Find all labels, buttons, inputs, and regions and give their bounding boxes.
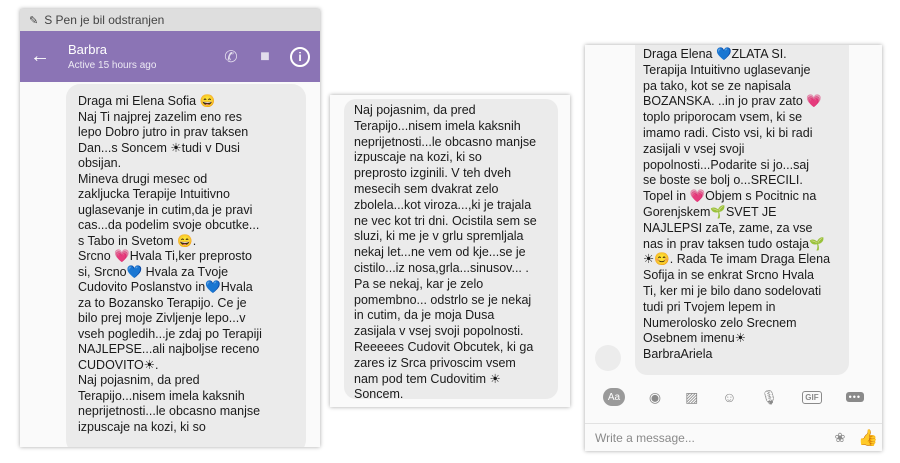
camera-icon[interactable]: ◉ [648,388,662,405]
message-bubble [66,84,306,447]
like-icon[interactable]: 👍 [858,429,878,447]
message-line: Terapijo...nisem imela kaksnih [78,388,245,403]
screenshot-panel-1 [20,9,320,447]
message-line: Dan...s Soncem ☀tudi v Dusi [78,140,240,155]
sticker-icon[interactable]: ❀ [834,429,846,445]
emoji-icon[interactable]: ☺ [722,389,737,405]
message-line: nekaj let...ne vem od kje...se je [354,245,526,260]
message-line: ne vec kot tri dni. Ocistila sem se [354,213,537,228]
message-line: Soncem. [354,387,404,399]
message-line: NAJLEPSI zaTe, zame, za vse [643,220,813,235]
message-line: zasijala v vsej svoji popolnosti. [354,324,524,339]
contact-status: Active 15 hours ago [68,60,157,71]
message-line: popolnosti...Podarite si jo...saj [643,157,810,172]
message-line: zasijali v vsej svoji [643,141,745,156]
message-line: za to Bozansko Terapijo. Ce je [78,295,247,310]
message-line: izpuscaje na kozi, ki so [78,419,206,434]
message-line: preprosto izginili. V teh dveh [354,166,512,181]
message-line: cistilo...iz nosa,grla...sinusov... . [354,260,529,275]
message-input[interactable]: Write a message... [595,430,695,445]
phone-icon[interactable]: ✆ [224,48,238,66]
pen-icon: ✎ [29,14,39,27]
message-line: Ti, ker mi je bilo dano sodelovati [643,283,822,298]
message-bubble [635,45,849,375]
message-line: imamo radi. Cisto vsi, ki bi radi [643,125,813,140]
message-line: neprijetnosti...le obcasno manjse [78,404,261,418]
message-line: s Tabo in Svetom 😄. [78,233,197,248]
message-line: bilo prej moje Zivljenje lepo...v [78,311,246,325]
message-line: izpuscaje na kozi, ki so [354,150,482,165]
message-line: nas in prav taksen tudo ostaja🌱 [643,236,825,251]
message-line: Draga mi Elena Sofia 😄 [78,94,216,108]
chat-header [20,31,320,82]
message-line: pomembno... odstrlo se je nekaj [354,292,532,307]
message-line: Sofija in se enkrat Srcno Hvala [643,268,814,283]
back-arrow-icon[interactable]: ← [30,45,50,67]
message-line: Reeeees Cudovit Obcutek, ki ga [354,339,534,354]
message-line: mesecih sem dvakrat zelo [354,181,499,196]
message-line: se boste se bolj o...SRECILI. [643,173,803,188]
info-icon[interactable]: i [290,47,310,67]
message-line: Naj Ti najprej zazelim eno res [78,109,242,124]
avatar [595,345,621,371]
message-line: Naj pojasnim, da pred [354,103,476,117]
composer-toolbar [585,383,882,411]
message-line: Numerolosko zelo Srecnem [643,315,797,330]
message-line: ☀😊. Rada Te imam Draga Elena [643,252,831,267]
message-line: BOZANSKA. ..in jo prav zato 💗 [643,94,822,109]
message-line: Terapija Intuitivno uglasevanje [643,62,811,77]
message-line: Draga Elena 💙ZLATA SI. [643,47,787,61]
text-format-button[interactable]: Aa [603,388,625,406]
message-line: toplo priporocam vsem, ki se [643,110,803,125]
microphone-icon[interactable]: 🎙 [760,388,779,405]
message-line: Naj pojasnim, da pred [78,373,200,387]
message-line: neprijetnosti...le obcasno manjse [354,134,537,149]
message-line: Terapijo...nisem imela kaksnih [354,118,521,133]
message-line: lepo Dobro jutro in prav taksen [78,125,249,139]
message-line: Pa se nekaj, kar je zelo [354,276,484,291]
gif-button[interactable]: GIF [802,391,821,404]
contact-info[interactable] [68,42,214,71]
message-line: si, Srcno💙 Hvala za Tvoje [78,264,229,279]
message-line: zakljucka Terapije Intuitivno [78,187,230,201]
message-line: Srcno 💗Hvala Ti,ker preprosto [78,249,252,263]
message-composer [585,423,882,451]
more-button[interactable]: ••• [846,392,864,402]
video-camera-icon[interactable]: ■ [260,47,270,65]
notification-text: S Pen je bil odstranjen [44,13,165,27]
message-line: Cudovito Poslanstvo in💙Hvala [78,280,253,294]
message-line: zbolela...kot viroza...,ki je trajala [354,197,532,212]
message-line: Mineva drugi mesec od [78,171,208,186]
message-line: obsijan. [78,156,122,170]
screenshot-panel-2 [330,95,570,407]
message-line: Osebnem imenu☀ [643,331,746,346]
message-line: Gorenjskem🌱SVET JE [643,204,777,219]
message-line: pa tako, kot se ze napisala [643,78,792,93]
message-line: BarbraAriela [643,347,713,362]
gallery-icon[interactable]: ▨ [685,388,699,405]
message-line: zares iz Srca privoscim vsem [354,355,516,370]
notification-bar [20,9,320,31]
message-line: nam pod tem Cudovitim ☀ [354,371,501,386]
message-line: Topel in 💗Objem s Pocitnic na [643,189,817,204]
message-bubble [344,99,558,399]
contact-name: Barbra [68,42,108,57]
message-line: tudi pri Tvojem lepem in [643,299,776,314]
screenshot-panel-3 [585,45,882,451]
message-line: NAJLEPSE...ali najboljse receno [78,342,260,356]
message-line: in cutim, da je moja Dusa [354,308,495,323]
message-line: uglasevanje in cutim,da je pravi [78,202,253,217]
message-line: cas...da podelim svoje obcutke... [78,218,260,232]
message-line: CUDOVITO☀. [78,357,159,372]
message-line: vseh pogledih...je zdaj po Terapiji [78,326,262,341]
message-line: sluzi, ki me je v grlu spremljala [354,229,524,244]
